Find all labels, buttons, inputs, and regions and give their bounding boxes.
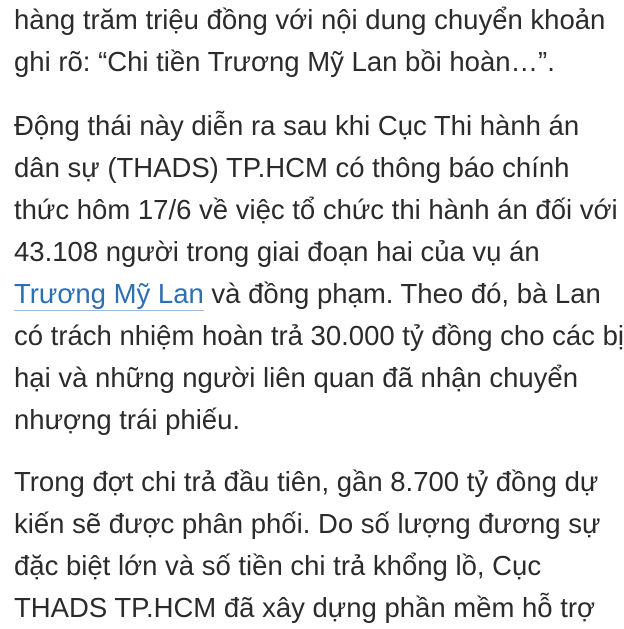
text-line: hại và những người liên quan đã nhận chuyển [14,362,579,393]
text-line: dân sự (THADS) TP.HCM có thông báo chính [14,152,570,183]
paragraph-thads-announcement [14,105,624,441]
text-line: kiến sẽ được phân phối. Do số lượng đương sự [14,508,601,539]
text-line: THADS TP.HCM đã xây dựng phần mềm hỗ trợ [14,592,596,623]
text-after-link: và đồng phạm. Theo đó, bà Lan [203,278,601,309]
text-line: đặc biệt lớn và số tiền chi trả khổng lồ, Cục [14,550,542,581]
link-truong-my-lan[interactable]: Trương Mỹ Lan [14,278,204,309]
paragraph-first-payment [14,461,601,629]
text-line: thức hôm 17/6 về việc tổ chức thi hành án đối với [14,194,618,225]
text-line: 43.108 người trong giai đoạn hai của vụ án [14,236,540,267]
text-line: hàng trăm triệu đồng với nội dung chuyển khoản [14,4,606,35]
text-line: ghi rõ: “Chi tiền Trương Mỹ Lan bồi hoàn…”. [14,46,555,77]
text-line: Động thái này diễn ra sau khi Cục Thi hành án [14,110,580,141]
text-line: Trong đợt chi trả đầu tiên, gần 8.700 tỷ đồng dự [14,466,599,497]
paragraph-transfer-note [14,0,606,83]
text-line: nhượng trái phiếu. [14,404,241,435]
text-line-with-link [14,273,601,315]
text-line: có trách nhiệm hoàn trả 30.000 tỷ đồng cho các bị [14,320,624,351]
